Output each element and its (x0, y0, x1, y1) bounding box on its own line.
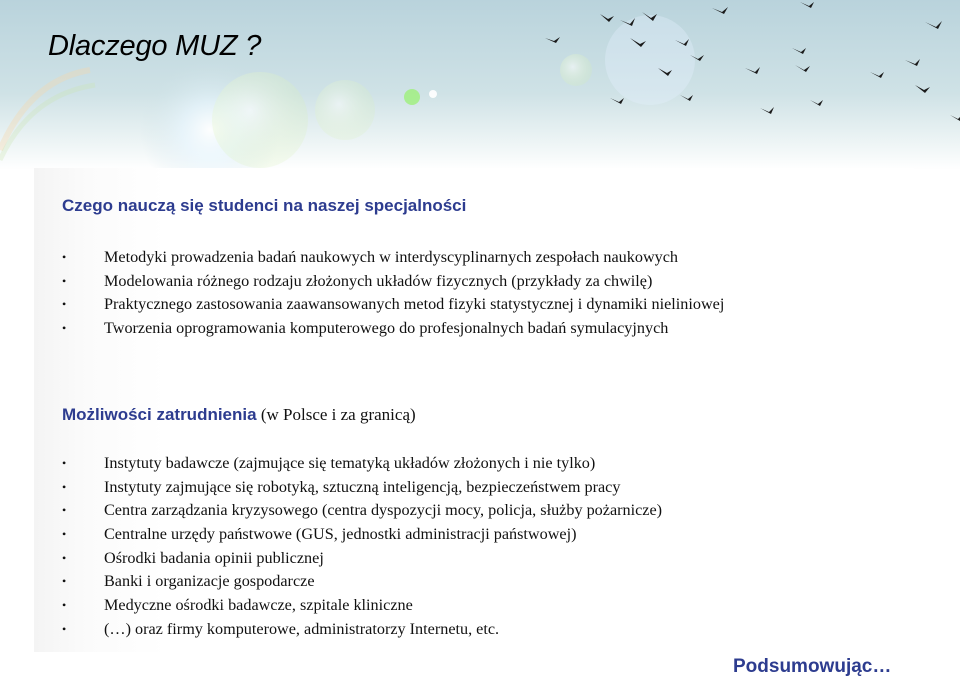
list-item-text: Modelowania różnego rodzaju złożonych układów fizycznych (przykłady za chwilę) (104, 271, 653, 290)
list-item-text: Medyczne ośrodki badawcze, szpitale kliniczne (104, 596, 413, 615)
list-item-text: Instytuty zajmujące się robotyką, sztuczną inteligencją, bezpieczeństwem pracy (104, 477, 621, 496)
bullet-icon: • (62, 598, 67, 613)
bullet-icon: • (62, 621, 67, 636)
list-item-text: Instytuty badawcze (zajmujące się tematyką układów złożonych i nie tylko) (104, 454, 596, 472)
list-item-text: Centra zarządzania kryzysowego (centra dyspozycji mocy, policja, służby pożarnicze) (104, 501, 663, 520)
section-heading-text: Możliwości zatrudnienia (62, 405, 257, 424)
bullet-icon: • (62, 456, 67, 470)
list-item-text: Metodyki prowadzenia badań naukowych w interdyscyplinarnych zespołach naukowych (104, 248, 679, 266)
bullet-icon: • (62, 479, 67, 494)
section-heading-text: Czego nauczą się studenci na naszej specjalności (62, 196, 467, 215)
bullet-icon: • (62, 574, 67, 589)
bullet-icon: • (62, 250, 67, 264)
list-item-text: (…) oraz firmy komputerowe, administratorzy Internetu, etc. (104, 619, 500, 638)
bullet-icon: • (62, 527, 67, 542)
header-banner (0, 0, 960, 170)
list-item-text: Praktycznego zastosowania zaawansowanych metod fizyki statystycznej i dynamiki nieliniowej (104, 295, 725, 314)
bullet-icon: • (62, 550, 67, 565)
next-slide-link[interactable]: Podsumowując… (733, 656, 892, 677)
section-heading-suffix: (w Polsce i za granicą) (256, 405, 416, 424)
bullet-icon: • (62, 503, 67, 518)
list-item-text: Ośrodki badania opinii publicznej (104, 548, 324, 567)
bullet-icon: • (62, 273, 67, 288)
birds-sky-banner-icon (0, 0, 960, 170)
section-heading-skills (62, 196, 466, 216)
list-item-text: Centralne urzędy państwowe (GUS, jednostki administracji państwowej) (104, 525, 577, 544)
bullet-icon: • (62, 297, 67, 312)
section-heading-employment (62, 405, 416, 425)
list-item-text: Banki i organizacje gospodarcze (104, 572, 315, 591)
slide-title: Dlaczego MUZ ? (48, 30, 262, 62)
list-item-text: Tworzenia oprogramowania komputerowego do profesjonalnych badań symulacyjnych (104, 319, 669, 338)
bullet-icon: • (62, 321, 67, 336)
